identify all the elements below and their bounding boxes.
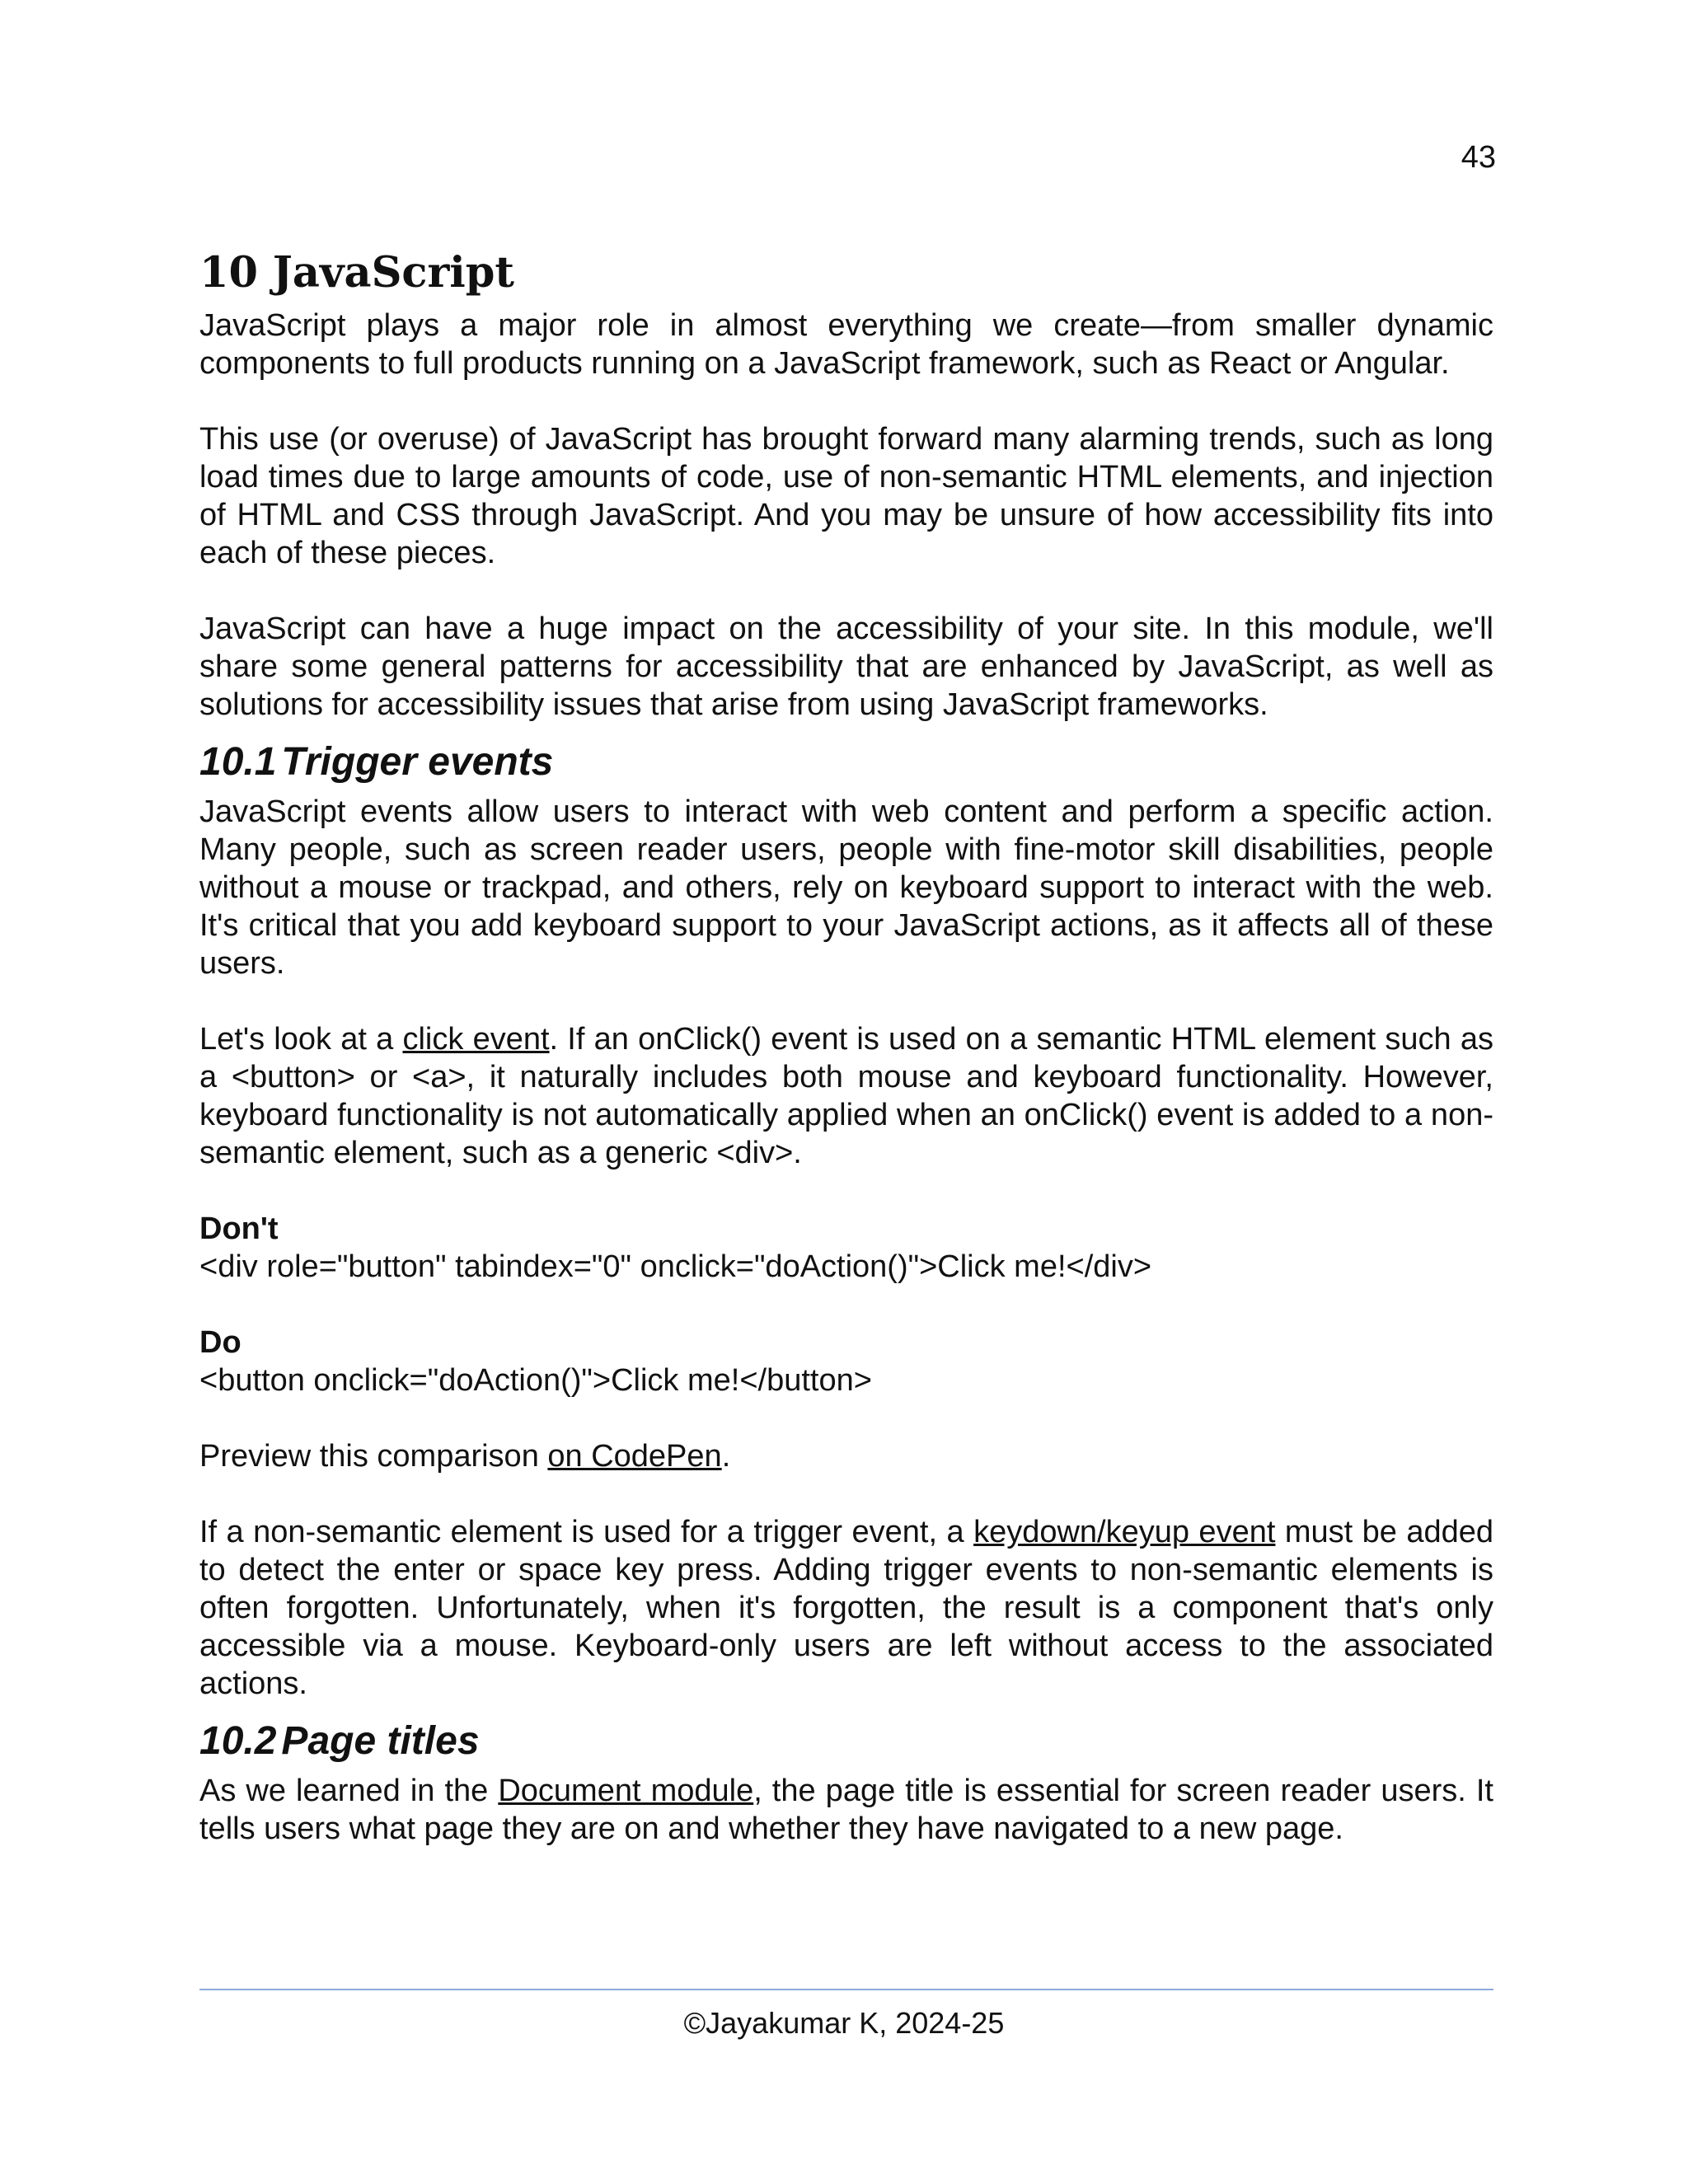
- chapter-paragraph-1: JavaScript plays a major role in almost everything we create—from smaller dynamic components to full products running on a JavaScript framework, such as React or Angular.: [199, 308, 1493, 381]
- text-span: Preview this comparison: [199, 1439, 548, 1474]
- document-module-link[interactable]: Document module: [498, 1774, 754, 1808]
- chapter-title: JavaScript: [272, 248, 514, 298]
- section-title: Trigger events: [281, 740, 554, 784]
- click-event-link[interactable]: click event: [402, 1022, 550, 1057]
- keydown-keyup-event-link[interactable]: keydown/keyup event: [973, 1515, 1276, 1549]
- do-label: Do: [199, 1325, 241, 1360]
- text-span: , the page title is essential for screen reader users. It tells users what page they are on and whether they have navigated to a new page.: [199, 1774, 1493, 1846]
- preview-paragraph: [199, 1437, 1493, 1475]
- codepen-link[interactable]: on CodePen: [547, 1439, 722, 1474]
- text-span: As we learned in the: [199, 1774, 499, 1808]
- chapter-heading: [199, 247, 1493, 298]
- text-span: .: [721, 1439, 731, 1474]
- dont-code-example: <div role="button" tabindex="0" onclick="doAction()">Click me!</div>: [199, 1249, 1152, 1284]
- chapter-paragraph-2: This use (or overuse) of JavaScript has brought forward many alarming trends, such as long load times due to large amounts of code, use of non-semantic HTML elements, and injection of HTML and CSS through JavaScript. And you may be unsure of how accessibility fits into each of these pieces.: [199, 422, 1493, 570]
- chapter-number: 10: [199, 248, 258, 298]
- dont-label: Don't: [199, 1212, 279, 1246]
- keydown-paragraph: [199, 1513, 1493, 1703]
- trigger-intro-paragraph: JavaScript events allow users to interact with web content and perform a specific action. Many people, such as screen reader users, people with fine-motor skill disabilities, people without a mouse or trackpad, and others, rely on keyboard support to interact with the web. It's critical that you add keyboard support to your JavaScript actions, as it affects all of these users.: [199, 794, 1493, 981]
- section-heading-page-titles: [199, 1718, 1493, 1765]
- page-titles-paragraph: [199, 1772, 1493, 1848]
- footer-divider: [199, 1989, 1493, 1990]
- text-span: . If an onClick() event is used on a semantic HTML element such as a <button> or <a>, it naturally includes both mouse and keyboard functionality. However, keyboard functionality is not automatically applied when an onClick() event is added to a non-semantic element, such as a generic <div>.: [199, 1022, 1493, 1170]
- text-span: Let's look at a: [199, 1022, 403, 1057]
- section-heading-trigger-events: [199, 738, 1493, 786]
- section-number: 10.2: [199, 1719, 277, 1763]
- page-number: 43: [1461, 140, 1496, 175]
- footer-copyright: ©Jayakumar K, 2024-25: [683, 2006, 1005, 2040]
- chapter-paragraph-3: JavaScript can have a huge impact on the accessibility of your site. In this module, we'll share some general patterns for accessibility that are enhanced by JavaScript, as well as solutions for accessibility issues that arise from using JavaScript frameworks.: [199, 612, 1493, 722]
- text-span: must be added to detect the enter or space key press. Adding trigger events to non-semantic elements is often forgotten. Unfortunately, when it's forgotten, the result is a component that's only accessible via a mouse. Keyboard-only users are left without access to the associated actions.: [199, 1515, 1494, 1701]
- page-content: [199, 247, 1493, 1848]
- text-span: If a non-semantic element is used for a trigger event, a: [199, 1515, 974, 1549]
- do-code-example: <button onclick="doAction()">Click me!</button>: [199, 1363, 872, 1398]
- section-title: Page titles: [281, 1719, 480, 1763]
- section-number: 10.1: [199, 740, 277, 784]
- click-event-paragraph: [199, 1020, 1493, 1172]
